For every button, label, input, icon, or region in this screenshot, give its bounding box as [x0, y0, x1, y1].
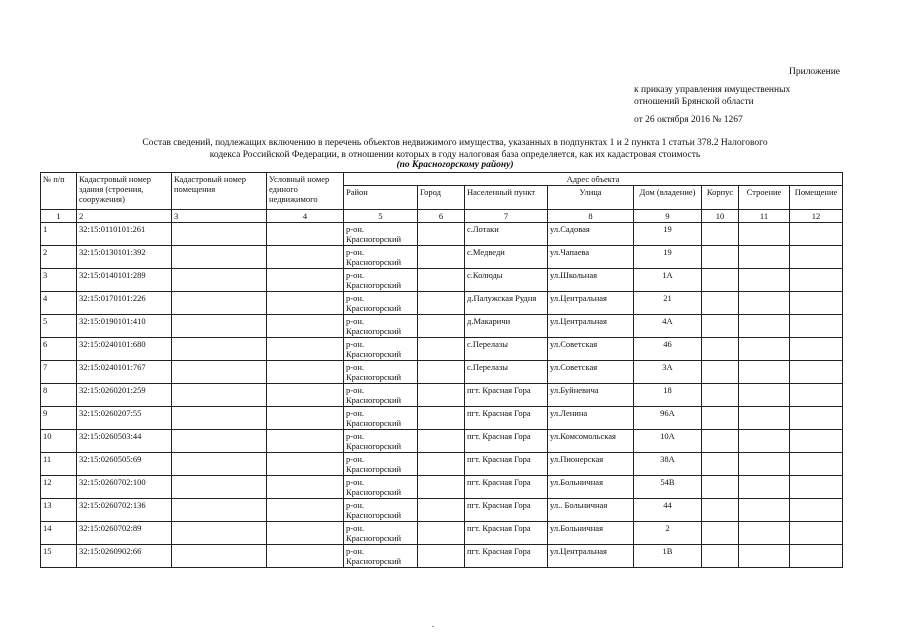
locality-cell: пгт. Красная Гора [465, 453, 548, 476]
structure-cell [739, 361, 790, 384]
cadastral-number-cell: 32:15:0260702:136 [77, 499, 172, 522]
street-cell: ул.Больничная [548, 522, 634, 545]
street-cell: ул.Больничная [548, 476, 634, 499]
locality-cell: с.Перелазы [465, 361, 548, 384]
house-cell: 1А [634, 269, 702, 292]
street-cell: ул.Чапаева [548, 246, 634, 269]
house-cell: 46 [634, 338, 702, 361]
building-block-cell [702, 499, 739, 522]
header-structure: Строение [739, 186, 790, 210]
locality-cell: с.Лотаки [465, 223, 548, 246]
street-cell: ул.Центральная [548, 292, 634, 315]
room-cell [790, 453, 843, 476]
locality-cell: с.Медведи [465, 246, 548, 269]
building-block-cell [702, 453, 739, 476]
row-number-cell: 9 [41, 407, 77, 430]
cadastral-number-cell: 32:15:0130101:392 [77, 246, 172, 269]
building-block-cell [702, 384, 739, 407]
column-number: 10 [702, 210, 739, 223]
city-cell [418, 545, 465, 568]
house-cell: 54В [634, 476, 702, 499]
structure-cell [739, 407, 790, 430]
room-cell [790, 361, 843, 384]
room-cell [790, 223, 843, 246]
column-number: 1 [41, 210, 77, 223]
district-cell: р-он. Красногорский [344, 407, 418, 430]
city-cell [418, 223, 465, 246]
table-row [41, 269, 843, 292]
locality-cell: д.Макаричи [465, 315, 548, 338]
house-cell: 44 [634, 499, 702, 522]
table-row [41, 407, 843, 430]
cadastral-number-cell: 32:15:0260902:66 [77, 545, 172, 568]
column-number: 3 [172, 210, 267, 223]
column-number: 2 [77, 210, 172, 223]
conditional-number-cell [267, 453, 344, 476]
room-cell [790, 384, 843, 407]
conditional-number-cell [267, 338, 344, 361]
column-number: 6 [418, 210, 465, 223]
structure-cell [739, 292, 790, 315]
street-cell: ул.Ленина [548, 407, 634, 430]
header-room: Помещение [790, 186, 843, 210]
column-number: 5 [344, 210, 418, 223]
order-date: от 26 октября 2016 № 1267 [634, 115, 743, 125]
column-number: 7 [465, 210, 548, 223]
row-number-cell: 4 [41, 292, 77, 315]
district-cell: р-он. Красногорский [344, 545, 418, 568]
district-cell: р-он. Красногорский [344, 522, 418, 545]
city-cell [418, 407, 465, 430]
table-row [41, 430, 843, 453]
conditional-number-cell [267, 522, 344, 545]
house-cell: 1В [634, 545, 702, 568]
room-cadastral-cell [172, 476, 267, 499]
city-cell [418, 315, 465, 338]
row-number-cell: 12 [41, 476, 77, 499]
street-cell: ул.Садовая [548, 223, 634, 246]
district-cell: р-он. Красногорский [344, 499, 418, 522]
header-num: № п/п [41, 173, 77, 210]
structure-cell [739, 545, 790, 568]
building-block-cell [702, 292, 739, 315]
structure-cell [739, 499, 790, 522]
city-cell [418, 476, 465, 499]
conditional-number-cell [267, 476, 344, 499]
room-cell [790, 522, 843, 545]
city-cell [418, 384, 465, 407]
table-row [41, 246, 843, 269]
locality-cell: с.Перелазы [465, 338, 548, 361]
table-row [41, 315, 843, 338]
room-cell [790, 545, 843, 568]
street-cell: ул.Советская [548, 338, 634, 361]
cadastral-number-cell: 32:15:0240101:680 [77, 338, 172, 361]
table-row [41, 223, 843, 246]
city-cell [418, 430, 465, 453]
city-cell [418, 246, 465, 269]
room-cell [790, 269, 843, 292]
room-cell [790, 430, 843, 453]
column-number: 12 [790, 210, 843, 223]
table-row [41, 545, 843, 568]
house-cell: 3А [634, 361, 702, 384]
building-block-cell [702, 338, 739, 361]
building-block-cell [702, 430, 739, 453]
table-row [41, 499, 843, 522]
column-number: 8 [548, 210, 634, 223]
header-district: Район [344, 186, 418, 210]
table-row [41, 338, 843, 361]
conditional-number-cell [267, 292, 344, 315]
conditional-number-cell [267, 246, 344, 269]
locality-cell: с.Колюды [465, 269, 548, 292]
locality-cell: пгт. Красная Гора [465, 522, 548, 545]
street-cell: ул.Центральная [548, 545, 634, 568]
structure-cell [739, 384, 790, 407]
cadastral-number-cell: 32:15:0260505:69 [77, 453, 172, 476]
row-number-cell: 10 [41, 430, 77, 453]
cadastral-number-cell: 32:15:0260503:44 [77, 430, 172, 453]
property-table [40, 172, 843, 568]
column-number: 4 [267, 210, 344, 223]
house-cell: 19 [634, 246, 702, 269]
building-block-cell [702, 269, 739, 292]
conditional-number-cell [267, 430, 344, 453]
structure-cell [739, 338, 790, 361]
structure-cell [739, 223, 790, 246]
room-cell [790, 407, 843, 430]
district-cell: р-он. Красногорский [344, 338, 418, 361]
header-house: Дом (владение) [634, 186, 702, 210]
room-cadastral-cell [172, 361, 267, 384]
conditional-number-cell [267, 361, 344, 384]
header-address: Адрес объекта [344, 173, 843, 186]
header-conditional-number: Условный номер единого недвижимого [267, 173, 344, 210]
district-cell: р-он. Красногорский [344, 430, 418, 453]
locality-cell: пгт. Красная Гора [465, 476, 548, 499]
header-building-block: Корпус [702, 186, 739, 210]
cadastral-number-cell: 32:15:0260207:55 [77, 407, 172, 430]
conditional-number-cell [267, 223, 344, 246]
row-number-cell: 7 [41, 361, 77, 384]
street-cell: ул.Буйневича [548, 384, 634, 407]
conditional-number-cell [267, 315, 344, 338]
locality-cell: пгт. Красная Гора [465, 545, 548, 568]
row-number-cell: 14 [41, 522, 77, 545]
room-cadastral-cell [172, 269, 267, 292]
locality-cell: пгт. Красная Гора [465, 384, 548, 407]
structure-cell [739, 269, 790, 292]
room-cadastral-cell [172, 223, 267, 246]
district-cell: р-он. Красногорский [344, 453, 418, 476]
header-street: Улица [548, 186, 634, 210]
room-cadastral-cell [172, 522, 267, 545]
conditional-number-cell [267, 269, 344, 292]
document-title-line-1: Состав сведений, подлежащих включению в перечень объектов недвижимого имущества, указанных в подпунктах 1 и 2 пункта 1 статьи 378.2 Налогового [142, 138, 768, 148]
conditional-number-cell [267, 384, 344, 407]
column-number: 11 [739, 210, 790, 223]
house-cell: 38А [634, 453, 702, 476]
room-cell [790, 315, 843, 338]
city-cell [418, 499, 465, 522]
locality-cell: пгт. Красная Гора [465, 407, 548, 430]
city-cell [418, 361, 465, 384]
table-row [41, 522, 843, 545]
room-cell [790, 338, 843, 361]
room-cadastral-cell [172, 453, 267, 476]
district-cell: р-он. Красногорский [344, 246, 418, 269]
row-number-cell: 5 [41, 315, 77, 338]
table-row [41, 361, 843, 384]
street-cell: ул.Комсомольская [548, 430, 634, 453]
structure-cell [739, 315, 790, 338]
room-cadastral-cell [172, 430, 267, 453]
row-number-cell: 3 [41, 269, 77, 292]
building-block-cell [702, 223, 739, 246]
room-cell [790, 246, 843, 269]
structure-cell [739, 476, 790, 499]
district-cell: р-он. Красногорский [344, 361, 418, 384]
appendix-label: Приложение [789, 67, 840, 77]
district-cell: р-он. Красногорский [344, 269, 418, 292]
row-number-cell: 6 [41, 338, 77, 361]
room-cell [790, 476, 843, 499]
column-number: 9 [634, 210, 702, 223]
city-cell [418, 269, 465, 292]
street-cell: ул.Центральная [548, 315, 634, 338]
house-cell: 96А [634, 407, 702, 430]
cadastral-number-cell: 32:15:0190101:410 [77, 315, 172, 338]
header-cadastral-room: Кадастровый номер помещения [172, 173, 267, 210]
house-cell: 2 [634, 522, 702, 545]
street-cell: ул.Пионерская [548, 453, 634, 476]
cadastral-number-cell: 32:15:0260702:100 [77, 476, 172, 499]
page-speck [432, 626, 434, 627]
district-cell: р-он. Красногорский [344, 476, 418, 499]
row-number-cell: 8 [41, 384, 77, 407]
document-subtitle: (по Красногорскому району) [396, 160, 514, 170]
room-cadastral-cell [172, 384, 267, 407]
building-block-cell [702, 246, 739, 269]
row-number-cell: 1 [41, 223, 77, 246]
city-cell [418, 453, 465, 476]
district-cell: р-он. Красногорский [344, 384, 418, 407]
row-number-cell: 11 [41, 453, 77, 476]
city-cell [418, 522, 465, 545]
structure-cell [739, 453, 790, 476]
row-number-cell: 15 [41, 545, 77, 568]
locality-cell: пгт. Красная Гора [465, 499, 548, 522]
city-cell [418, 338, 465, 361]
conditional-number-cell [267, 545, 344, 568]
document-title-line-2: кодекса Российской Федерации, в отношении которых в году налоговая база определяется, как их кадастровая стоимость [209, 150, 701, 160]
table-row [41, 292, 843, 315]
order-line-1: к приказу управления имущественных [634, 85, 791, 95]
cadastral-number-cell: 32:15:0140101:289 [77, 269, 172, 292]
conditional-number-cell [267, 407, 344, 430]
district-cell: р-он. Красногорский [344, 223, 418, 246]
house-cell: 19 [634, 223, 702, 246]
street-cell: ул.Школьная [548, 269, 634, 292]
header-cadastral-building: Кадастровый номер здания (строения, сооружения) [77, 173, 172, 210]
room-cadastral-cell [172, 499, 267, 522]
locality-cell: д.Палужская Рудня [465, 292, 548, 315]
building-block-cell [702, 476, 739, 499]
structure-cell [739, 522, 790, 545]
room-cadastral-cell [172, 545, 267, 568]
house-cell: 10А [634, 430, 702, 453]
cadastral-number-cell: 32:15:0110101:261 [77, 223, 172, 246]
header-locality: Населенный пункт [465, 186, 548, 210]
room-cell [790, 499, 843, 522]
building-block-cell [702, 522, 739, 545]
building-block-cell [702, 361, 739, 384]
building-block-cell [702, 315, 739, 338]
row-number-cell: 13 [41, 499, 77, 522]
building-block-cell [702, 407, 739, 430]
table-row [41, 476, 843, 499]
street-cell: ул.Советская [548, 361, 634, 384]
city-cell [418, 292, 465, 315]
house-cell: 21 [634, 292, 702, 315]
order-line-2: отношений Брянской области [634, 97, 754, 107]
structure-cell [739, 246, 790, 269]
room-cadastral-cell [172, 292, 267, 315]
room-cadastral-cell [172, 338, 267, 361]
building-block-cell [702, 545, 739, 568]
room-cadastral-cell [172, 315, 267, 338]
room-cadastral-cell [172, 407, 267, 430]
table-row [41, 384, 843, 407]
conditional-number-cell [267, 499, 344, 522]
district-cell: р-он. Красногорский [344, 315, 418, 338]
house-cell: 18 [634, 384, 702, 407]
header-city: Город [418, 186, 465, 210]
room-cell [790, 292, 843, 315]
cadastral-number-cell: 32:15:0260702:89 [77, 522, 172, 545]
locality-cell: пгт. Красная Гора [465, 430, 548, 453]
cadastral-number-cell: 32:15:0170101:226 [77, 292, 172, 315]
cadastral-number-cell: 32:15:0260201:259 [77, 384, 172, 407]
district-cell: р-он. Красногорский [344, 292, 418, 315]
table-row [41, 453, 843, 476]
structure-cell [739, 430, 790, 453]
cadastral-number-cell: 32:15:0240101:767 [77, 361, 172, 384]
room-cadastral-cell [172, 246, 267, 269]
street-cell: ул.. Больничная [548, 499, 634, 522]
house-cell: 4А [634, 315, 702, 338]
row-number-cell: 2 [41, 246, 77, 269]
